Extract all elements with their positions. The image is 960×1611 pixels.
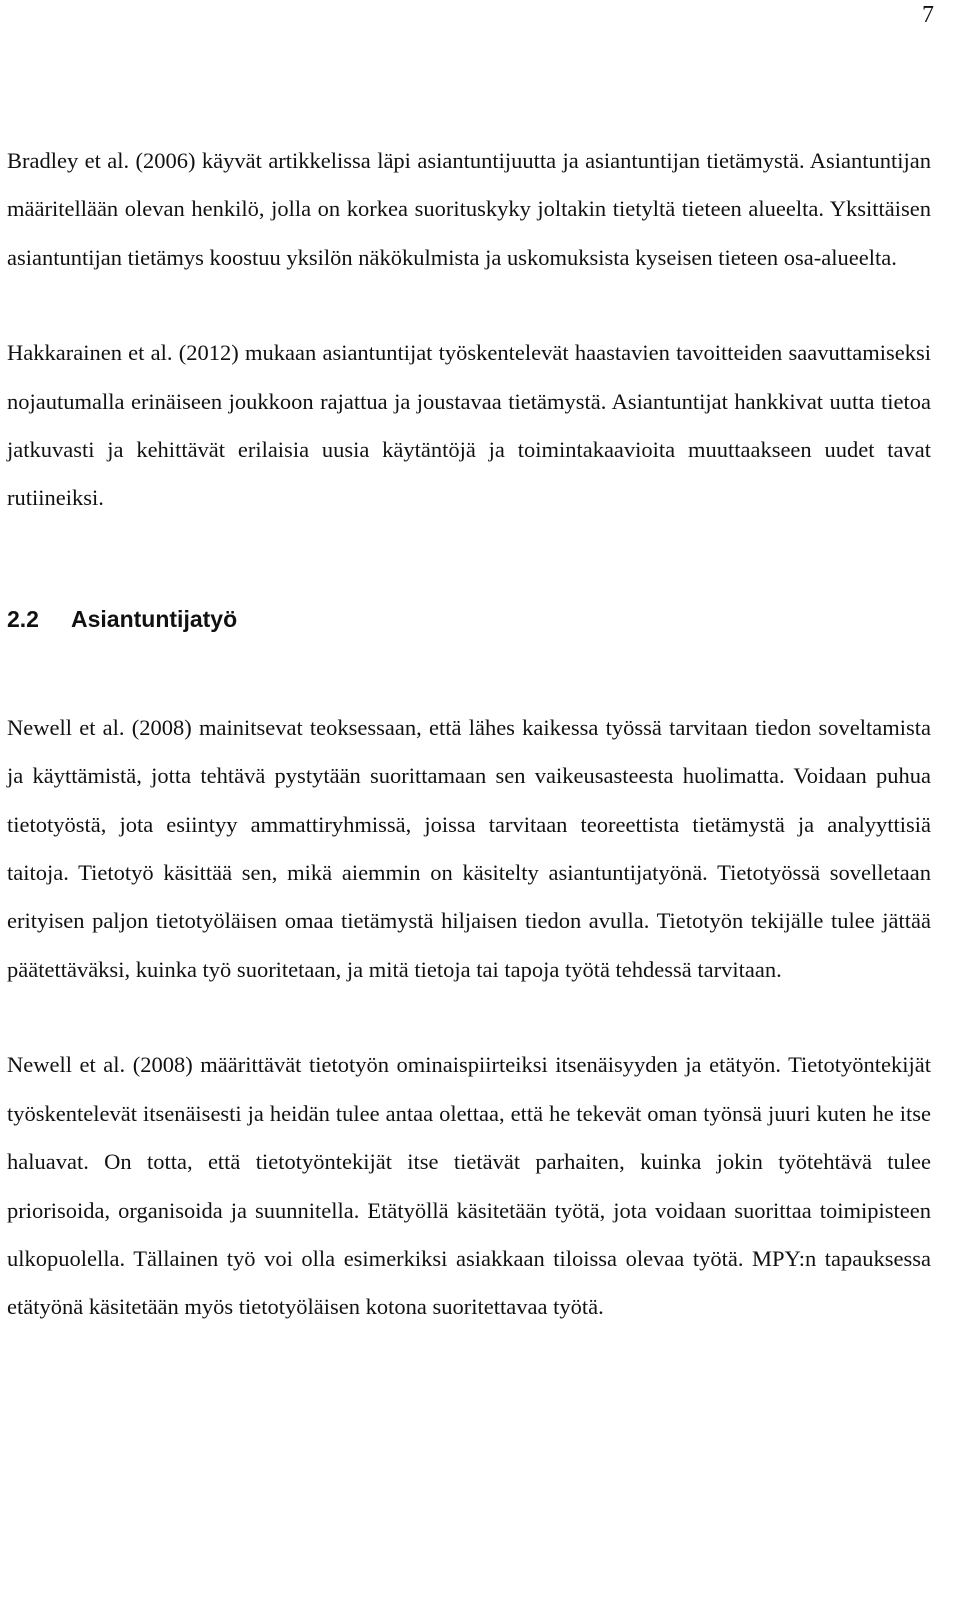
paragraph-newell-2: Newell et al. (2008) määrittävät tietotyön ominaispiirteiksi itsenäisyyden ja etätyön. Tietotyöntekijät työskentelevät itsenäisesti ja heidän tulee antaa olettaa, että he tekevät oman työnsä juuri kuten he itse haluavat. On totta, että tietotyöntekijät itse tietävät parhaiten, kuinka jokin työtehtävä tulee priorisoida, organisoida ja suunnitella. Etätyöllä käsitetään työtä, jota voidaan suorittaa toimipisteen ulkopuolella. Tällainen työ voi olla esimerkiksi asiakkaan tiloissa olevaa työtä. MPY:n tapauksessa etätyönä käsitetään myös tietotyöläisen kotona suoritettavaa työtä. — [7, 1052, 931, 1320]
paragraph-hakkarainen: Hakkarainen et al. (2012) mukaan asiantuntijat työskentelevät haastavien tavoitteiden saavuttamiseksi nojautumalla erinäiseen joukkoon rajattua ja joustavaa tietämystä. Asiantuntijat hankkivat uutta tietoa jatkuvasti ja kehittävät erilaisia uusia käytäntöjä ja toimintakaavioita muuttaakseen uudet tavat rutiineiksi. — [7, 340, 931, 511]
section-number: 2.2 — [7, 605, 39, 632]
paragraph-newell-1: Newell et al. (2008) mainitsevat teoksessaan, että lähes kaikessa työssä tarvitaan tiedon soveltamista ja käyttämistä, jotta tehtävä pystytään suorittamaan sen vaikeusasteesta huolimatta. Voidaan puhua tietotyöstä, jota esiintyy ammattiryhmissä, joissa tarvitaan teoreettista tietämystä ja analyyttisiä taitoja. Tietotyö käsittää sen, mikä aiemmin on käsitelty asiantuntijatyönä. Tietotyössä sovelletaan erityisen paljon tietotyöläisen omaa tietämystä hiljaisen tiedon avulla. Tietotyön tekijälle tulee jättää päätettäväksi, kuinka työ suoritetaan, ja mitä tietoja tai tapoja työtä tehdessä tarvitaan. — [7, 714, 931, 982]
paragraph-bradley: Bradley et al. (2006) käyvät artikkelissa läpi asiantuntijuutta ja asiantuntijan tietämystä. Asiantuntijan määritellään olevan henkilö, jolla on korkea suorituskyky joltakin tietyltä tieteen alueelta. Yksittäisen asiantuntijan tietämys koostuu yksilön näkökulmista ja uskomuksista kyseisen tieteen osa-alueelta. — [7, 148, 931, 270]
page-number: 7 — [922, 2, 934, 28]
section-heading — [7, 604, 931, 634]
document-body — [7, 137, 931, 1332]
section-title: Asiantuntijatyö — [71, 605, 238, 632]
